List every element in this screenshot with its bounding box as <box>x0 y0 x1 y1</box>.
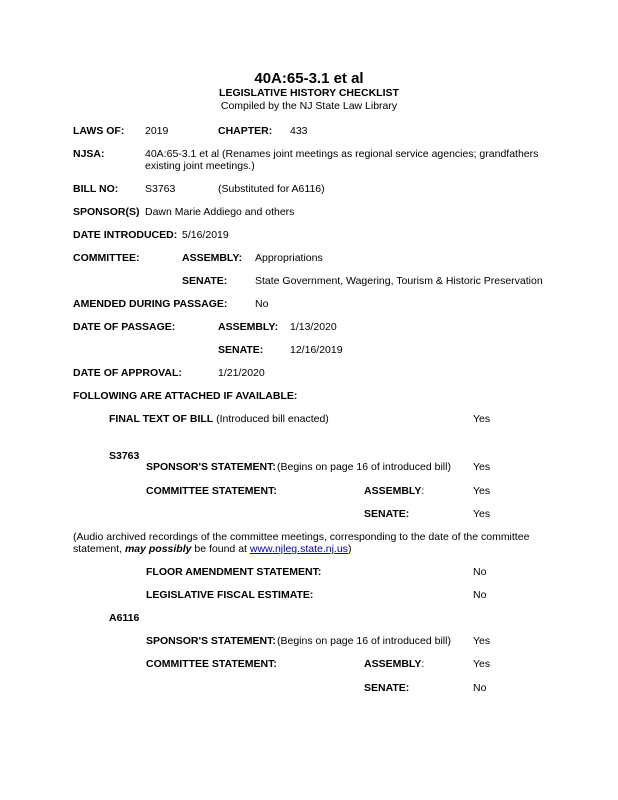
page-title: 40A:65-3.1 et al <box>254 70 364 87</box>
chapter-label: CHAPTER: <box>218 125 273 137</box>
s3763-senate-value: Yes <box>473 508 491 520</box>
s3763-heading: S3763 <box>109 450 140 462</box>
date-introduced-value: 5/16/2019 <box>182 229 229 241</box>
committee-assembly-value: Appropriations <box>255 252 323 264</box>
passage-senate-label: SENATE: <box>218 344 264 356</box>
bill-no-note: (Substituted for A6116) <box>218 183 325 195</box>
laws-of-label: LAWS OF: <box>73 125 125 137</box>
passage-assembly-value: 1/13/2020 <box>290 321 337 333</box>
s3763-sponsor-statement-note: (Begins on page 16 of introduced bill) <box>277 461 451 473</box>
njsa-value-line1: 40A:65-3.1 et al (Renames joint meetings as regional service agencies; grandfathers <box>145 148 539 160</box>
date-introduced-label: DATE INTRODUCED: <box>73 229 178 241</box>
s3763-assembly-value: Yes <box>473 485 491 497</box>
audio-note-text-pre: statement, <box>73 543 125 555</box>
audio-note-emphasis: may possibly <box>124 543 192 555</box>
amended-label: AMENDED DURING PASSAGE: <box>73 298 228 310</box>
following-attached-heading: FOLLOWING ARE ATTACHED IF AVAILABLE: <box>73 390 298 402</box>
a6116-heading: A6116 <box>109 612 140 624</box>
fiscal-estimate-value: No <box>473 589 487 601</box>
date-of-passage-label: DATE OF PASSAGE: <box>73 321 176 333</box>
final-text-note: (Introduced bill enacted) <box>213 413 329 425</box>
a6116-sponsor-statement-value: Yes <box>473 635 491 647</box>
s3763-senate-label: SENATE: <box>364 508 410 520</box>
njsa-label: NJSA: <box>73 148 105 160</box>
bill-no-value: S3763 <box>145 183 176 195</box>
a6116-committee-statement-label: COMMITTEE STATEMENT: <box>146 658 277 670</box>
floor-amendment-label: FLOOR AMENDMENT STATEMENT: <box>146 566 322 578</box>
a6116-assembly-value: Yes <box>473 658 491 670</box>
a6116-assembly-row: ASSEMBLY: <box>364 658 425 670</box>
audio-note-text-post: ) <box>347 543 352 555</box>
fiscal-estimate-label: LEGISLATIVE FISCAL ESTIMATE: <box>146 589 314 601</box>
audio-note-line1: (Audio archived recordings of the committee meetings, corresponding to the date of the committee <box>73 531 530 543</box>
passage-assembly-label: ASSEMBLY: <box>218 321 279 333</box>
bill-no-label: BILL NO: <box>73 183 119 195</box>
date-of-approval-label: DATE OF APPROVAL: <box>73 367 182 379</box>
final-text-row <box>109 413 329 426</box>
committee-senate-label: SENATE: <box>182 275 228 287</box>
audio-note-text-mid: be found at <box>191 543 250 555</box>
s3763-sponsor-statement-value: Yes <box>473 461 491 473</box>
njleg-link[interactable]: www.njleg.state.nj.us <box>249 543 348 555</box>
amended-value: No <box>255 298 269 310</box>
a6116-sponsor-statement-note: (Begins on page 16 of introduced bill) <box>277 635 451 647</box>
chapter-value: 433 <box>290 125 308 137</box>
final-text-label: FINAL TEXT OF BILL <box>109 413 214 425</box>
final-text-value: Yes <box>473 413 491 425</box>
date-of-approval-value: 1/21/2020 <box>218 367 265 379</box>
s3763-committee-statement-label: COMMITTEE STATEMENT: <box>146 485 277 497</box>
committee-label: COMMITTEE: <box>73 252 140 264</box>
s3763-assembly-row: ASSEMBLY: <box>364 485 425 497</box>
a6116-senate-label: SENATE: <box>364 682 410 694</box>
sponsor-label: SPONSOR(S) <box>73 206 140 218</box>
a6116-senate-value: No <box>473 682 487 694</box>
laws-of-value: 2019 <box>145 125 169 137</box>
passage-senate-value: 12/16/2019 <box>290 344 343 356</box>
a6116-sponsor-statement-label: SPONSOR'S STATEMENT: <box>146 635 276 647</box>
a6116-assembly-label: ASSEMBLY <box>364 658 422 670</box>
s3763-sponsor-statement-label: SPONSOR'S STATEMENT: <box>146 461 276 473</box>
njsa-value-line2: existing joint meetings.) <box>145 160 255 172</box>
floor-amendment-value: No <box>473 566 487 578</box>
committee-assembly-label: ASSEMBLY: <box>182 252 243 264</box>
audio-note-line2 <box>73 543 351 556</box>
sponsor-value: Dawn Marie Addiego and others <box>145 206 295 218</box>
compiled-by: Compiled by the NJ State Law Library <box>220 100 398 112</box>
committee-senate-value: State Government, Wagering, Tourism & Historic Preservation <box>255 275 543 287</box>
s3763-assembly-label: ASSEMBLY <box>364 485 422 497</box>
page-subtitle: LEGISLATIVE HISTORY CHECKLIST <box>219 87 399 99</box>
